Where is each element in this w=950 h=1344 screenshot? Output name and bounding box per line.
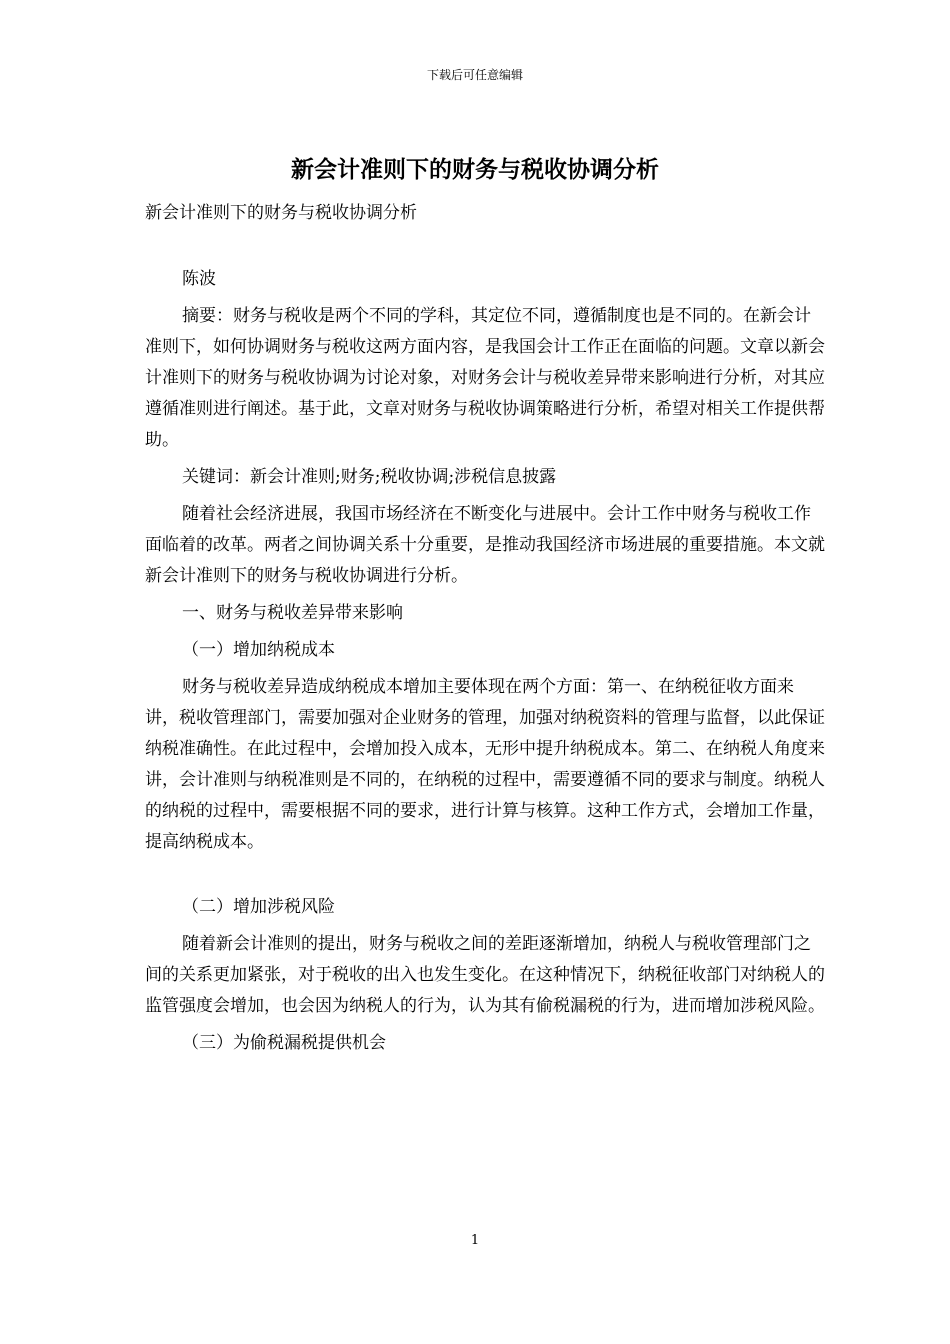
page-number: 1 xyxy=(470,1233,480,1248)
intro-paragraph: 随着社会经济进展，我国市场经济在不断变化与进展中。会计工作中财务与税收工作面临着的改革。两者之间协调关系十分重要，是推动我国经济市场进展的重要措施。本文就新会计准则下的财务与税收协调进行分析。 xyxy=(145,504,825,586)
header-note: 下载后可任意编辑 xyxy=(426,68,523,82)
subsection-paragraph-1: 财务与税收差异造成纳税成本增加主要体现在两个方面：第一、在纳税征收方面来讲，税收管理部门，需要加强对企业财务的管理，加强对纳税资料的管理与监督，以此保证纳税准确性。在此过程中，会增加投入成本，无形中提升纳税成本。第二、在纳税人角度来讲，会计准则与纳税准则是不同的，在纳税的过程中，需要遵循不同的要求与制度。纳税人的纳税的过程中，需要根据不同的要求，进行计算与核算。这种工作方式，会增加工作量，提高纳税成本。 xyxy=(145,677,825,852)
document-title: 新会计准则下的财务与税收协调分析 xyxy=(291,156,659,183)
document-body xyxy=(145,198,825,1059)
author-line: 陈波 xyxy=(182,269,216,289)
subsection-paragraph-2: 随着新会计准则的提出，财务与税收之间的差距逐渐增加，纳税人与税收管理部门之间的关系更加紧张，对于税收的出入也发生变化。在这种情况下，纳税征收部门对纳税人的监管强度会增加，也会因为纳税人的行为，认为其有偷税漏税的行为，进而增加涉税风险。 xyxy=(145,934,825,1016)
subsection-heading-1: （一）增加纳税成本 xyxy=(182,640,335,660)
abstract-paragraph: 摘要：财务与税收是两个不同的学科，其定位不同，遵循制度也是不同的。在新会计准则下，如何协调财务与税收这两方面内容，是我国会计工作正在面临的问题。文章以新会计准则下的财务与税收协调为讨论对象，对财务会计与税收差异带来影响进行分析，对其应遵循准则进行阐述。基于此，文章对财务与税收协调策略进行分析，希望对相关工作提供帮助。 xyxy=(145,306,825,450)
section-heading-1: 一、财务与税收差异带来影响 xyxy=(182,603,403,623)
keywords-line: 关键词：新会计准则;财务;税收协调;涉税信息披露 xyxy=(182,467,557,487)
subsection-heading-2: （二）增加涉税风险 xyxy=(182,897,335,917)
subsection-heading-3: （三）为偷税漏税提供机会 xyxy=(182,1033,386,1053)
subtitle-line: 新会计准则下的财务与税收协调分析 xyxy=(145,203,417,223)
